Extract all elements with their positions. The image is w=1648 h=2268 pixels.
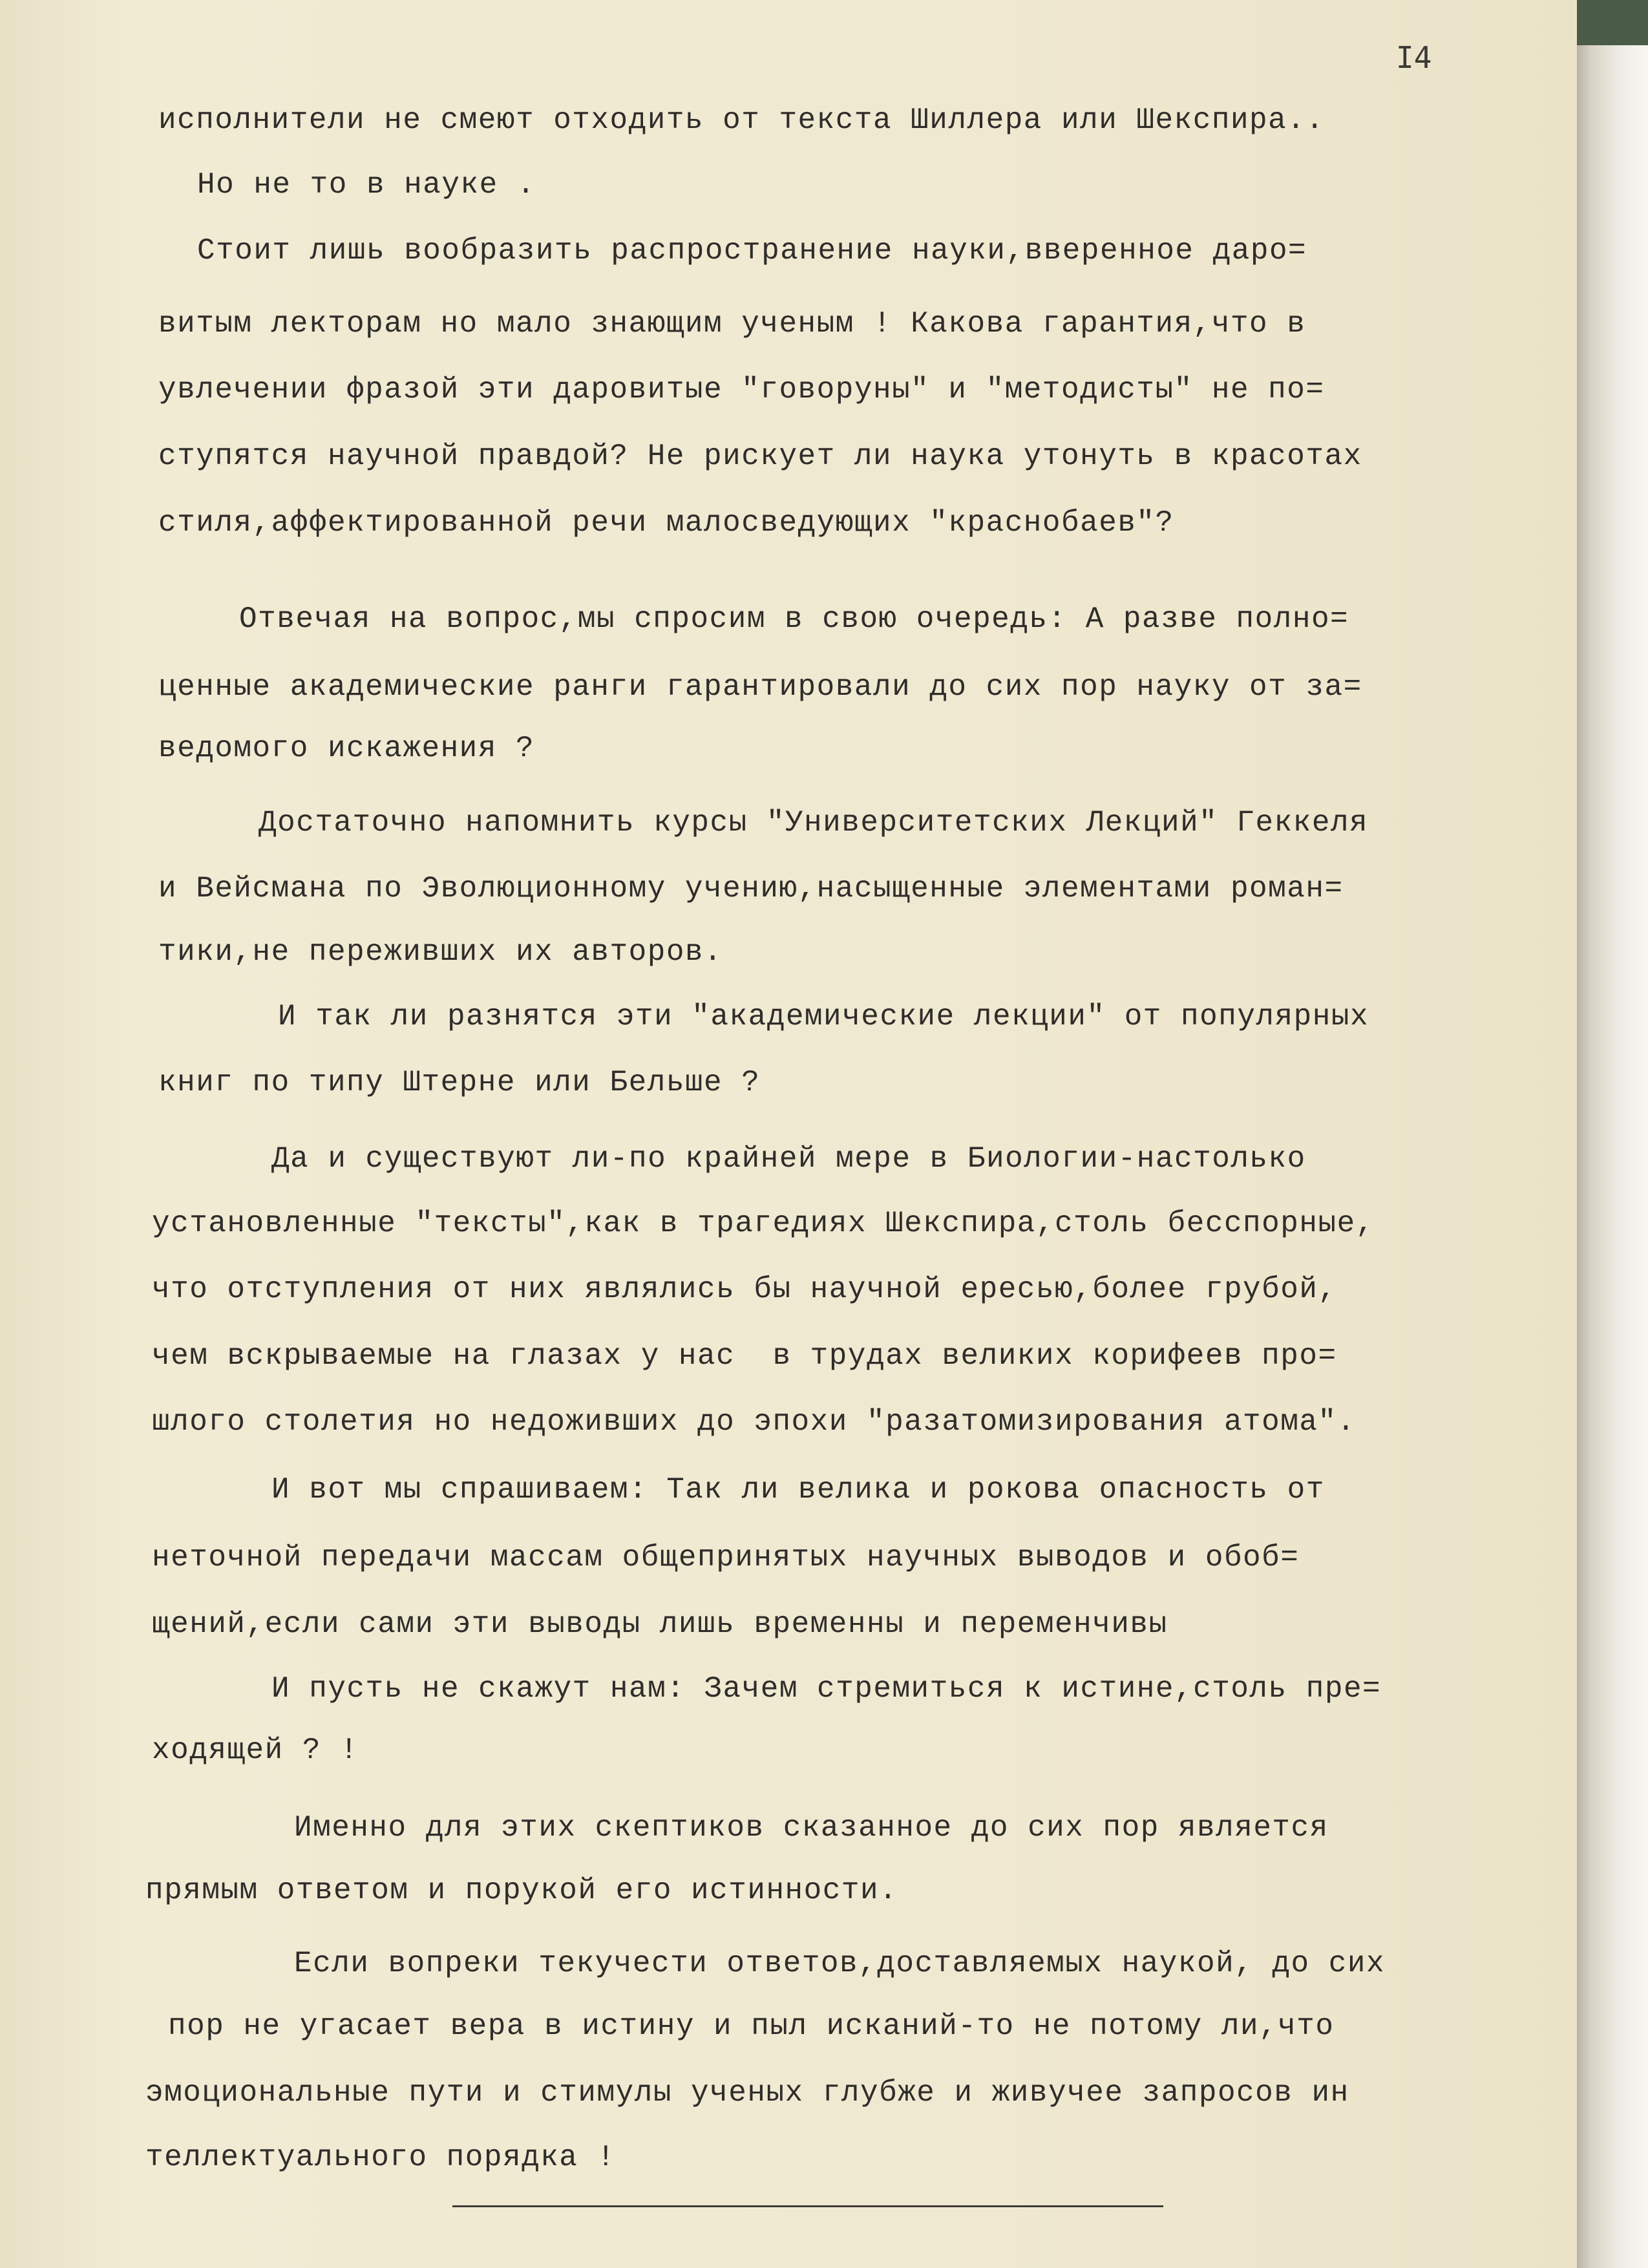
text-line: увлечении фразой эти даровитые "говоруны" и "методисты" не по=	[158, 373, 1325, 407]
text-line: книг по типу Штерне или Бельше ?	[158, 1066, 761, 1099]
text-line: теллектуального порядка !	[145, 2141, 616, 2174]
text-line: И вот мы спрашиваем: Так ли велика и рокова опасность от	[271, 1473, 1325, 1507]
text-line: И так ли разнятся эти "академические лекции" от популярных	[278, 1000, 1369, 1033]
text-line: и Вейсмана по Эволюционному учению,насыщенные элементами роман=	[158, 872, 1344, 906]
page-edge	[1577, 0, 1648, 2268]
text-line: пор не угасает вера в истину и пыл исканий-то не потому ли,что	[168, 2009, 1335, 2043]
text-line: исполнители не смеют отходить от текста Шиллера или Шекспира..	[158, 103, 1325, 137]
text-line: ходящей ? !	[152, 1733, 359, 1767]
text-line: И пусть не скажут нам: Зачем стремиться к истине,столь пре=	[271, 1672, 1382, 1706]
text-line: эмоциональные пути и стимулы ученых глубже и живучее запросов ин	[145, 2076, 1349, 2110]
text-line: Да и существуют ли-по крайней мере в Биологии-настолько	[271, 1142, 1306, 1176]
text-line: ценные академические ранги гарантировали до сих пор науку от за=	[158, 670, 1362, 704]
text-line: ступятся научной правдой? Не рискует ли наука утонуть в красотах	[158, 440, 1362, 473]
text-line: прямым ответом и порукой его истинности.	[145, 1874, 898, 1907]
text-line: шлого столетия но недоживших до эпохи "разатомизирования атома".	[152, 1405, 1356, 1439]
text-line: стиля,аффектированной речи малосведующих "краснобаев"?	[158, 506, 1174, 540]
page-number: I4	[1396, 40, 1432, 75]
text-line: Отвечая на вопрос,мы спросим в свою очередь: А разве полно=	[239, 602, 1349, 636]
text-line: тики,не переживших их авторов.	[158, 935, 723, 969]
text-line: щений,если сами эти выводы лишь временны и переменчивы	[152, 1607, 1168, 1641]
text-line: что отступления от них являлись бы научной ересью,более грубой,	[152, 1273, 1337, 1306]
text-line: Именно для этих скептиков сказанное до сих пор является	[294, 1811, 1329, 1845]
text-line: ведомого искажения ?	[158, 732, 535, 765]
text-line: установленные "тексты",как в трагедиях Шекспира,столь бесспорные,	[152, 1207, 1375, 1240]
text-line: Если вопреки текучести ответов,доставляемых наукой, до сих	[294, 1947, 1386, 1980]
text-line: Достаточно напомнить курсы "Университетских Лекций" Геккеля	[259, 806, 1369, 840]
scan-background-strip	[1577, 0, 1648, 45]
text-line: витым лекторам но мало знающим ученым ! Какова гарантия,что в	[158, 307, 1306, 341]
text-line: неточной передачи массам общепринятых научных выводов и обоб=	[152, 1541, 1300, 1574]
text-line: Но не то в науке .	[197, 168, 536, 202]
closing-rule	[452, 2205, 1163, 2207]
text-line: Стоит лишь вообразить распространение науки,вверенное даро=	[197, 234, 1307, 268]
text-line: чем вскрываемые на глазах у нас в трудах великих корифеев про=	[152, 1339, 1337, 1373]
